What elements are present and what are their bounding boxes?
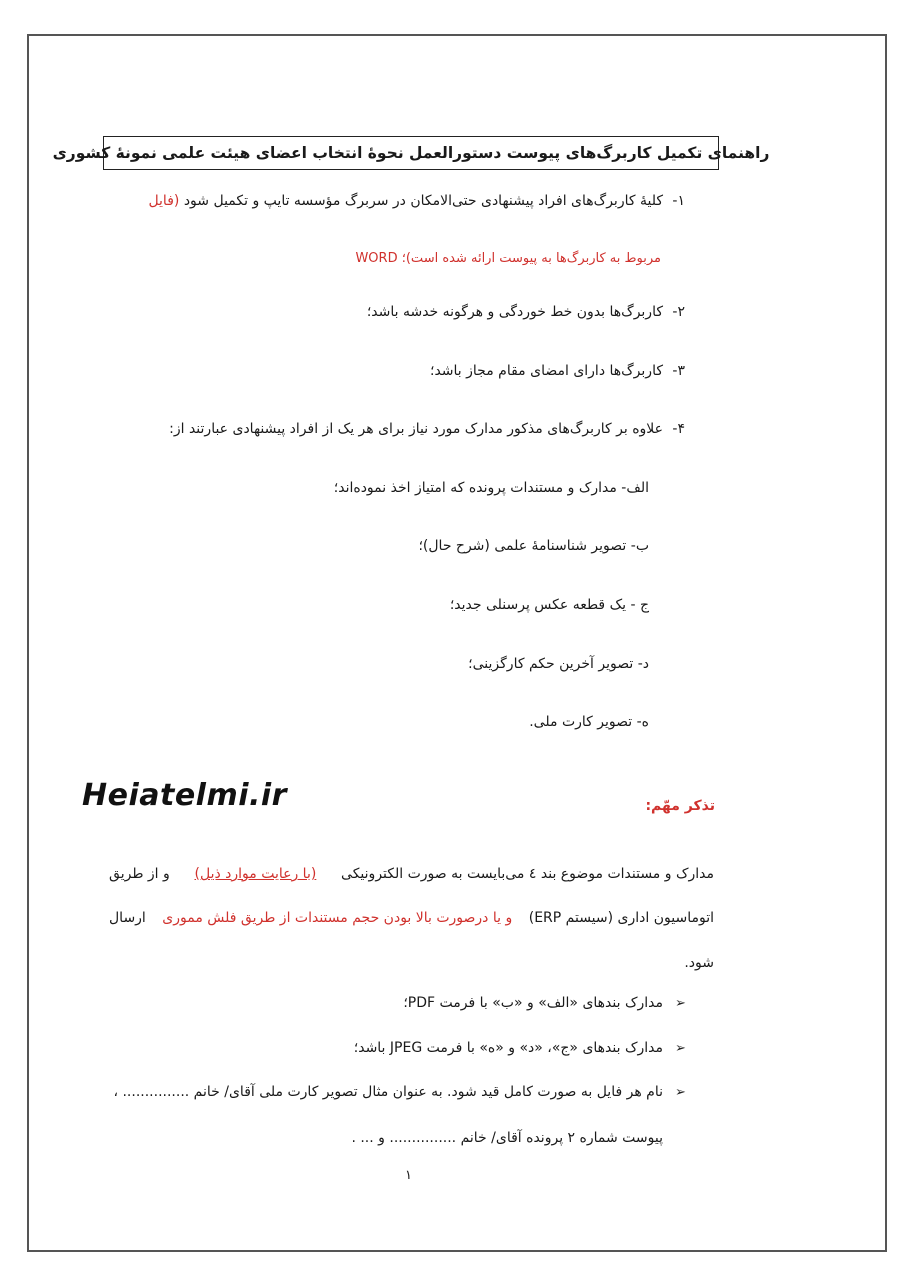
arrowhead-icon: ➢ (675, 1041, 686, 1056)
item-3-number: ۳- (672, 363, 685, 379)
item-4-number: ۴- (672, 421, 685, 437)
notice-line-1-part-c: و از طریق (109, 866, 170, 882)
document-title (52, 136, 770, 170)
bullet-1-text: مدارک بندهای «الف» و «ب» با فرمت PDF؛ (403, 995, 663, 1011)
notice-line-1-part-a: مدارک و مستندات موضوع بند ٤ می‌بایست به صورت الکترونیکی (341, 866, 714, 882)
bullet-3-text: نام هر فایل به صورت کامل قید شود. به عنوان مثال تصویر کارت ملی آقای/ خانم ............... ، (113, 1084, 663, 1100)
bullet-2-text: مدارک بندهای «ج»، «د» و «ه» با فرمت JPEG باشد؛ (353, 1040, 663, 1056)
subitem-jim: ج - یک قطعه عکس پرسنلی جدید؛ (449, 597, 649, 613)
subitem-he: ه- تصویر کارت ملی. (529, 714, 649, 730)
page-border (27, 34, 887, 1252)
item-2-text: کاربرگ‌ها بدون خط خوردگی و هرگونه خدشه باشد؛ (366, 304, 663, 320)
notice-line-3: شود. (684, 955, 714, 971)
notice-line-2 (109, 910, 714, 926)
watermark: Heiatelmi.ir (82, 778, 287, 813)
title-text: راهنمای تکمیل کاربرگ‌های پیوست دستورالعمل نحوهٔ انتخاب اعضای هیئت علمی نمونهٔ کشوری (52, 144, 770, 162)
item-2-number: ۲- (672, 304, 685, 320)
notice-line-1-part-b: (با رعایت موارد ذیل) (194, 866, 317, 882)
notice-line-2-part-a: اتوماسیون اداری (سیستم ERP) (528, 910, 714, 926)
notice-line-2-part-b: و یا درصورت بالا بودن حجم مستندات از طریق فلش مموری (162, 910, 513, 926)
subitem-alef: الف- مدارک و مستندات پرونده که امتیاز اخذ نموده‌اند؛ (333, 480, 649, 496)
item-4-text: علاوه بر کاربرگ‌های مذکور مدارک مورد نیاز برای هر یک از افراد پیشنهادی عبارتند از: (169, 421, 663, 437)
page-number: ۱ (405, 1168, 412, 1183)
arrowhead-icon: ➢ (675, 996, 686, 1011)
item-1-line-2: WORD مربوط به کاربرگ‌ها به پیوست ارائه شده است)؛ (355, 251, 661, 266)
notice-heading: تذکر مهّم: (645, 798, 715, 814)
item-3-text: کاربرگ‌ها دارای امضای مقام مجاز باشد؛ (430, 363, 663, 379)
notice-line-2-part-c: ارسال (109, 910, 146, 926)
subitem-dal: د- تصویر آخرین حکم کارگزینی؛ (468, 656, 649, 672)
notice-line-1 (109, 866, 714, 882)
item-1-text: کلیهٔ کاربرگ‌های افراد پیشنهادی حتی‌الامکان در سربرگ مؤسسه تایپ و تکمیل شود (183, 193, 663, 209)
arrowhead-icon: ➢ (675, 1085, 686, 1100)
item-1-line-1 (148, 193, 663, 209)
bullet-3-line-2: پیوست شماره ۲ پرونده آقای/ خانم ............... و ... . (351, 1130, 663, 1146)
item-1-number: ۱- (672, 193, 685, 209)
item-1-red-text: (فایل (148, 193, 180, 209)
subitem-be: ب- تصویر شناسنامهٔ علمی (شرح حال)؛ (418, 538, 649, 554)
